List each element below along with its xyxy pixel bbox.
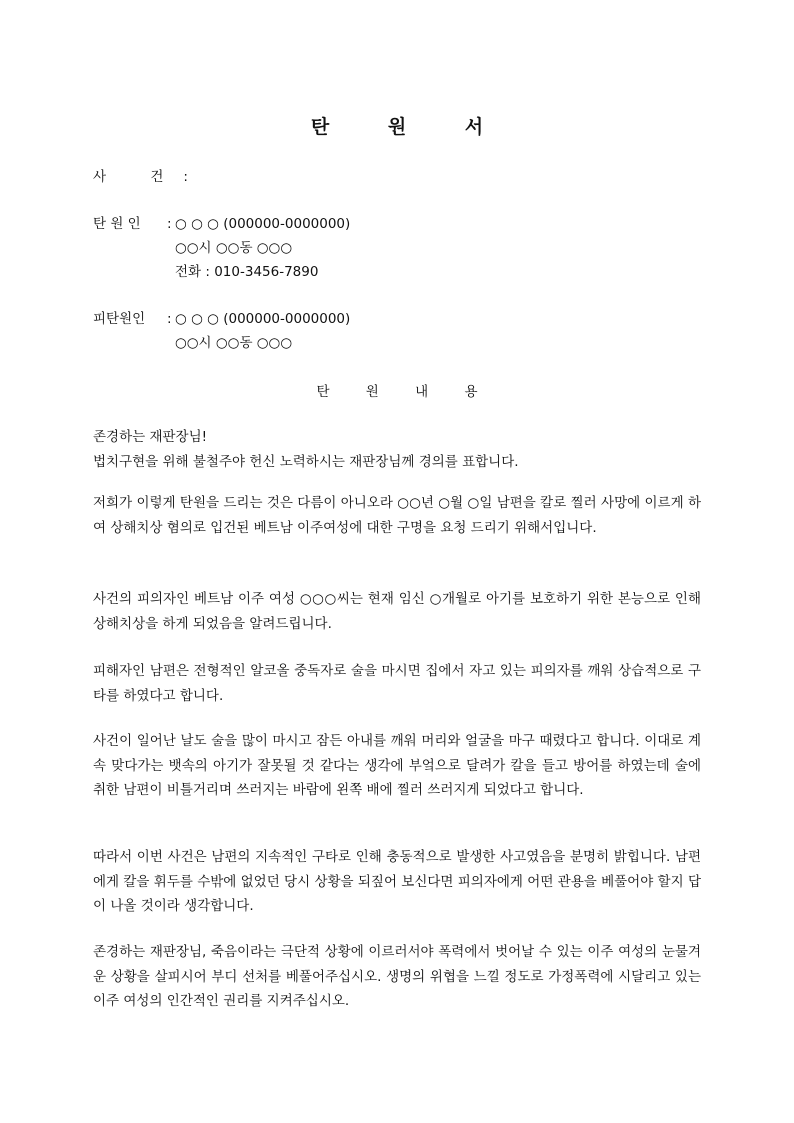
subject-line xyxy=(93,310,172,328)
document-title: 탄 원 서 xyxy=(310,116,510,138)
paragraph-4: 피해자인 남편은 전형적인 알코올 중독자로 술을 마시면 집에서 자고 있는 피의자를 깨워 상습적으로 구타를 하였다고 합니다. xyxy=(93,663,701,704)
case-label: 사 건 xyxy=(93,169,184,185)
paragraph-6: 따라서 이번 사건은 남편의 지속적인 구타로 인해 충동적으로 발생한 사고였음을 분명히 밝힙니다. 남편에게 칼을 휘두를 수밖에 없었던 당시 상황을 되짚어 보신다면 피의자에게 어떤 관용을 베풀어야 할지 답이 나올 것이라 생각합니다. xyxy=(93,849,701,914)
subject-name-id: ○ ○ ○ (000000-0000000) xyxy=(175,311,351,327)
petitioner-address: ○○시 ○○동 ○○○ xyxy=(175,240,293,256)
subject-label: 피탄원인 xyxy=(93,311,146,327)
paragraph-1: 존경하는 재판장님! 법치구현을 위해 불철주야 헌신 노력하시는 재판장님께 경의를 표합니다. xyxy=(93,429,519,470)
paragraph-5: 사건이 일어난 날도 술을 많이 마시고 잠든 아내를 깨워 머리와 얼굴을 마구 때렸다고 합니다. 이대로 계속 맞다가는 뱃속의 아기가 잘못될 것 같다는 생각에 부엌으로 달려가 칼을 들고 방어를 하였는데 술에 취한 남편이 비틀거리며 쓰러지는 바람에 왼쪽 배에 찔러 쓰러지게 되었다고 합니다. xyxy=(93,733,701,798)
case-separator: : xyxy=(183,169,188,185)
paragraph-3: 사건의 피의자인 베트남 이주 여성 ○○○씨는 현재 임신 ○개월로 아기를 보호하기 위한 본능으로 인해 상해치상을 하게 되었음을 알려드립니다. xyxy=(93,591,701,632)
content-title: 탄 원 내 용 xyxy=(316,384,494,400)
subject-address: ○○시 ○○동 ○○○ xyxy=(175,335,293,351)
petitioner-label: 탄 원 인 xyxy=(93,216,141,232)
paragraph-7: 존경하는 재판장님, 죽음이라는 극단적 상황에 이르러서야 폭력에서 벗어날 수 있는 이주 여성의 눈물겨운 상황을 살피시어 부디 선처를 베풀어주십시오. 생명의 위협을 느낄 정도로 가정폭력에 시달리고 있는 이주 여성의 인간적인 권리를 지켜주십시오. xyxy=(93,944,701,1009)
petitioner-name-id: ○ ○ ○ (000000-0000000) xyxy=(175,216,351,232)
petitioner-line xyxy=(93,215,172,233)
subject-separator: : xyxy=(167,311,172,327)
case-line xyxy=(93,168,188,186)
petitioner-phone: 전화 : 010-3456-7890 xyxy=(175,264,319,280)
paragraph-2: 저희가 이렇게 탄원을 드리는 것은 다름이 아니오라 ○○년 ○월 ○일 남편을 칼로 찔러 사망에 이르게 하여 상해치상 혐의로 입건된 베트남 이주여성에 대한 구명을 요청 드리기 위해서입니다. xyxy=(93,495,701,536)
petitioner-separator: : xyxy=(167,216,172,232)
